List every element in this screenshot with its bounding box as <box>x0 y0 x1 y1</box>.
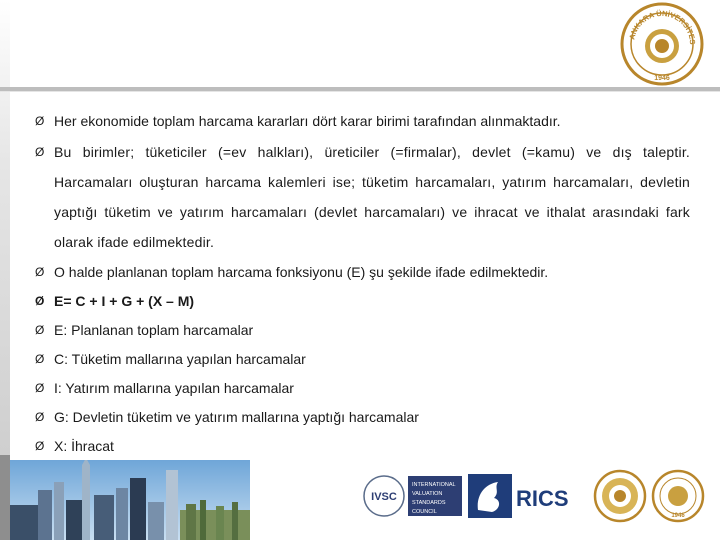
svg-text:VALUATION: VALUATION <box>412 491 443 497</box>
arrow-bullet-icon: Ø <box>35 265 45 279</box>
svg-text:IVSC: IVSC <box>371 491 397 503</box>
small-university-seal-logo <box>653 471 703 521</box>
bullet-item <box>35 346 690 373</box>
bullet-text: E= C + I + G + (X – M) <box>54 293 195 309</box>
left-accent-bar-shade <box>0 455 10 540</box>
bullet-item <box>35 317 690 344</box>
arrow-bullet-icon: Ø <box>35 114 45 128</box>
rics-logo <box>468 474 569 518</box>
bullet-text: O halde planlanan toplam harcama fonksiyonu (E) şu şekilde ifade edilmektedir. <box>54 264 549 280</box>
svg-text:INTERNATIONAL: INTERNATIONAL <box>412 482 456 488</box>
bullet-text: E: Planlanan toplam harcamalar <box>54 322 254 338</box>
arrow-bullet-icon: Ø <box>35 439 45 453</box>
bullet-text: G: Devletin tüketim ve yatırım mallarına yaptığı harcamalar <box>54 409 419 425</box>
svg-text:1946: 1946 <box>671 513 685 519</box>
svg-text:ANKARA ÜNİVERSİTESİ: ANKARA ÜNİVERSİTES <box>627 8 698 45</box>
bullet-item <box>35 288 690 315</box>
bullet-item <box>35 375 690 402</box>
arrow-bullet-icon: Ø <box>35 410 45 424</box>
bullet-text: Her ekonomide toplam harcama kararları dört karar birimi tarafından alınmaktadır. <box>54 113 561 129</box>
university-seal-logo <box>620 2 704 86</box>
bullet-text: I: Yatırım mallarına yapılan harcamalar <box>54 380 294 396</box>
bullet-item <box>35 404 690 431</box>
bullet-text: C: Tüketim mallarına yapılan harcamalar <box>54 351 306 367</box>
bullet-text: Bu birimler; tüketiciler (=ev halkları), üreticiler (=firmalar), devlet (=kamu) ve dış taleptir. Harcamaları oluşturan harcama kalemleri ise; tüketim harcamaları, yatırım harcamaları, devletin yaptığı tüketim ve yatırım harcamaları (devlet harcamaları) ve ihracat ve ithalat arasındaki fark olarak ifade edilmektedir. <box>54 144 690 250</box>
bullet-item <box>35 137 690 257</box>
arrow-bullet-icon: Ø <box>35 294 45 308</box>
partner-logos <box>360 466 705 526</box>
svg-text:RICS: RICS <box>516 486 569 511</box>
bullet-item <box>35 259 690 286</box>
header-divider-highlight <box>0 91 720 92</box>
bullet-list <box>35 108 690 491</box>
svg-text:1946: 1946 <box>654 75 670 82</box>
svg-text:STANDARDS: STANDARDS <box>412 500 446 506</box>
svg-text:COUNCIL: COUNCIL <box>412 509 437 515</box>
ivsc-logo <box>364 476 462 516</box>
bullet-item <box>35 433 690 460</box>
arrow-bullet-icon: Ø <box>35 145 45 159</box>
arrow-bullet-icon: Ø <box>35 381 45 395</box>
gold-seal-logo <box>595 471 645 521</box>
city-skyline-image <box>10 460 250 540</box>
bullet-item <box>35 108 690 135</box>
bullet-text: X: İhracat <box>54 438 114 454</box>
arrow-bullet-icon: Ø <box>35 352 45 366</box>
arrow-bullet-icon: Ø <box>35 323 45 337</box>
